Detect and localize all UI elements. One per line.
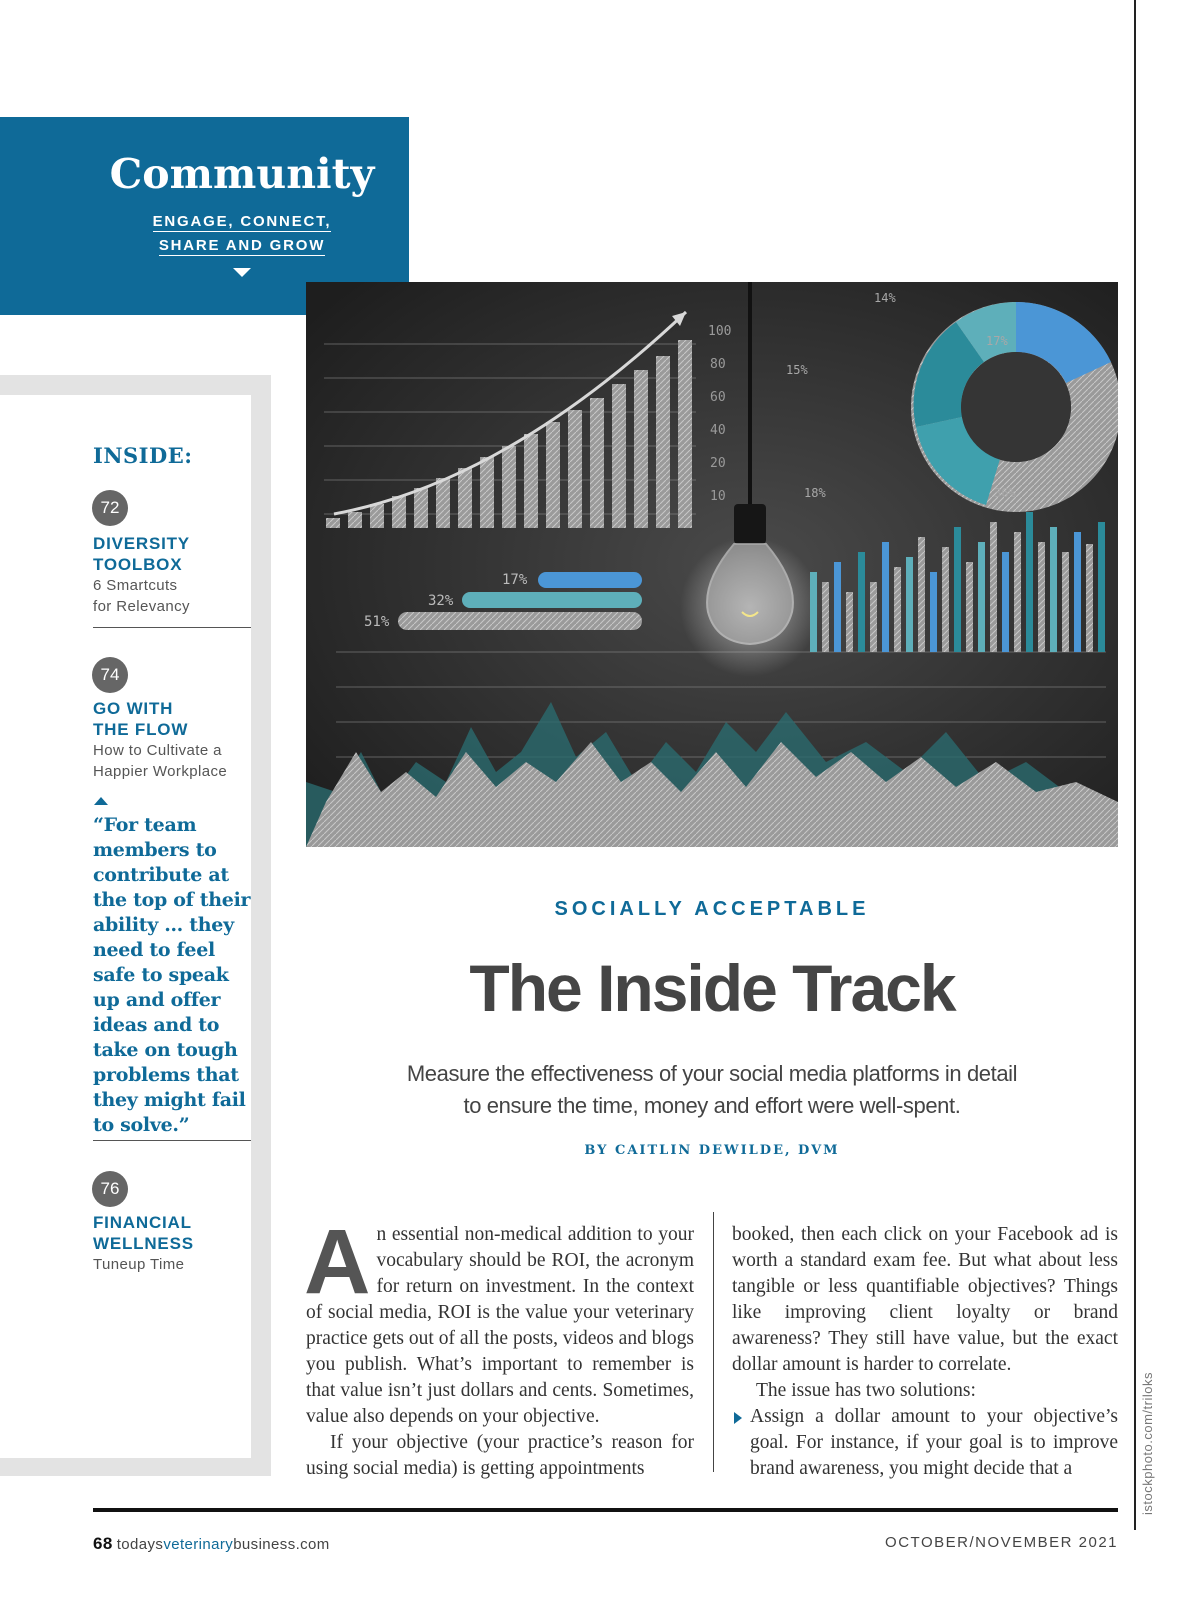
section-title: Community [109, 150, 375, 198]
drop-cap: A [304, 1211, 371, 1313]
triangle-up-icon [94, 797, 108, 805]
donut-chart [914, 302, 1111, 505]
svg-text:10: 10 [710, 489, 726, 504]
body-column-1 [304, 1211, 694, 1482]
footer-rule [93, 1508, 1118, 1512]
article-byline: BY CAITLIN DEWILDE, DVM [584, 1143, 840, 1158]
body-column-2 [732, 1222, 1118, 1482]
svg-text:32%: 32% [428, 593, 454, 609]
sidebar-item-financial-wellness[interactable] [93, 1212, 243, 1275]
svg-text:15%: 15% [786, 363, 808, 377]
bulb-socket [734, 504, 766, 544]
sidebar-item-go-with-the-flow[interactable] [93, 698, 243, 782]
site-url[interactable]: todaysveterinarybusiness.com [116, 1536, 330, 1553]
triangle-right-icon [734, 1412, 742, 1424]
sidebar-divider [93, 627, 251, 628]
sidebar-divider [93, 1140, 251, 1141]
inside-label: INSIDE: [93, 443, 193, 468]
photo-credit: istockphoto.com/triloks [1140, 1372, 1155, 1515]
sidebar-item-title: GO WITH THE FLOW [93, 699, 189, 739]
sidebar-item-subtitle: Tuneup Time [93, 1256, 185, 1273]
svg-text:20: 20 [710, 456, 726, 471]
body-paragraph: If your objective (your practice’s reason for using social media) is getting appointments [306, 1432, 694, 1479]
svg-text:18%: 18% [804, 486, 826, 500]
sidebar-item-subtitle: 6 Smartcuts for Relevancy [93, 577, 190, 615]
right-margin-rule [1134, 0, 1136, 1530]
pull-quote: “For team members to contribute at the top of their ability … they need to feel safe to speak up and offer ideas and to take on tough problems that they might fail to solve.” [93, 814, 251, 1136]
page-badge-74: 74 [92, 657, 128, 693]
sidebar-item-diversity-toolbox[interactable] [93, 533, 243, 617]
section-subtitle-line2: SHARE AND GROW [158, 237, 326, 254]
footer-left [93, 1534, 330, 1554]
article-headline: The Inside Track [469, 951, 955, 1025]
svg-text:17%: 17% [502, 572, 528, 588]
section-subtitle-line1: ENGAGE, CONNECT, [152, 213, 332, 230]
body-paragraph: booked, then each click on your Facebook ad is worth a standard exam fee. But what about less tangible or less quantifiable objectives? Things like improving client loyalty or brand awareness? They still have value, but the exact dollar amount is harder to correlate. [732, 1224, 1118, 1375]
svg-text:60: 60 [710, 390, 726, 405]
svg-text:80: 80 [710, 357, 726, 372]
svg-text:51%: 51% [364, 614, 390, 630]
page-badge-72: 72 [92, 490, 128, 526]
svg-text:17%: 17% [986, 334, 1008, 348]
sidebar-item-title: FINANCIAL WELLNESS [93, 1213, 194, 1253]
body-paragraph: An essential non-medical addition to your vocabulary should be ROI, the acronym for return on investment. In the context of social media, ROI is the value your veterinary practice gets out of all the posts, videos and blogs you publish. What’s important to remember is that value isn’t just dollars and cents. Sometimes, value also depends on your objective. [304, 1211, 694, 1427]
article-kicker: SOCIALLY ACCEPTABLE [554, 898, 870, 920]
issue-date: OCTOBER/NOVEMBER 2021 [885, 1534, 1118, 1551]
column-divider [713, 1212, 714, 1472]
page-number: 68 [93, 1534, 113, 1553]
body-paragraph: The issue has two solutions: [756, 1380, 976, 1401]
svg-text:36%: 36% [994, 486, 1016, 500]
section-subtitle [150, 211, 334, 259]
svg-text:100: 100 [708, 324, 732, 339]
sidebar-item-subtitle: How to Cultivate a Happier Workplace [93, 742, 228, 780]
hero-photo [306, 282, 1118, 847]
bullet-item: Assign a dollar amount to your objective’s goal. For instance, if your goal is to improve brand awareness, you might decide that a [732, 1404, 1118, 1482]
svg-text:14%: 14% [874, 291, 896, 305]
sidebar-item-title: DIVERSITY TOOLBOX [93, 534, 190, 574]
svg-text:40: 40 [710, 423, 726, 438]
triangle-down-icon [233, 268, 251, 277]
page-badge-76: 76 [92, 1171, 128, 1207]
article-dek: Measure the effectiveness of your social media platforms in detail to ensure the time, money and effort were well-spent. [406, 1061, 1018, 1118]
